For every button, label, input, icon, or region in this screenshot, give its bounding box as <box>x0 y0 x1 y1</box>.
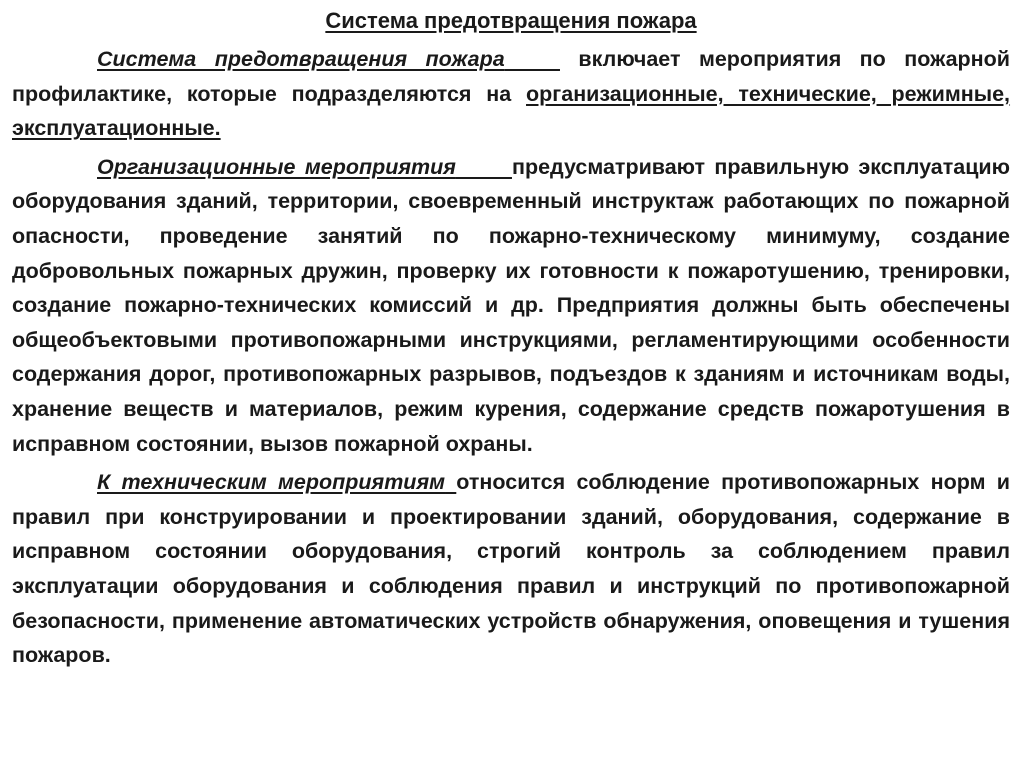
term-prevention-system: Система предотвращения пожара <box>97 47 505 71</box>
paragraph-technical-measures <box>12 465 1010 673</box>
paragraph-text: включает мероприятия по пожарной профилактике, которые подразделяются на <box>12 47 1010 106</box>
term-underline-gap <box>445 470 456 494</box>
term-organizational-measures: Организационные мероприятия <box>97 154 456 179</box>
term-underline-gap <box>505 47 560 71</box>
paragraph-text: предусматривают правильную эксплуатацию оборудования зданий, территории, своевременный инструктаж работающих по пожарной опасности, проведение занятий по пожарно-техническому минимуму, создание добровольных пожарных дружин, проверку их готовности к пожаротушению, тренировки, создание пожарно-технических комиссий и др. Предприятия должны быть обеспечены общеобъектовыми противопожарными инструкциями, регламентирующими особенности содержания дорог, противопожарных разрывов, подъездов к зданиям и источникам воды, хранение веществ и материалов, режим курения, содержание средств пожаротушения в исправном состоянии, вызов пожарной охраны. <box>12 154 1010 456</box>
term-underline-gap <box>456 155 512 179</box>
document-title: Система предотвращения пожара <box>325 8 697 33</box>
paragraph-text: относится соблюдение противопожарных норм и правил при конструировании и проектировании зданий, оборудования, содержание в исправном состоянии оборудования, строгий контроль за соблюдением правил эксплуатации оборудования и соблюдения правил и инструкций по противопожарной безопасности, применение автоматических устройств обнаружения, оповещения и тушения пожаров. <box>12 470 1010 668</box>
term-technical-measures: К техническим мероприятиям <box>97 470 446 495</box>
paragraph-prevention-system <box>12 42 1010 146</box>
measure-types-list: организационные, технические, режимные, эксплуатационные. <box>12 81 1011 141</box>
paragraph-organizational-measures <box>12 150 1010 461</box>
